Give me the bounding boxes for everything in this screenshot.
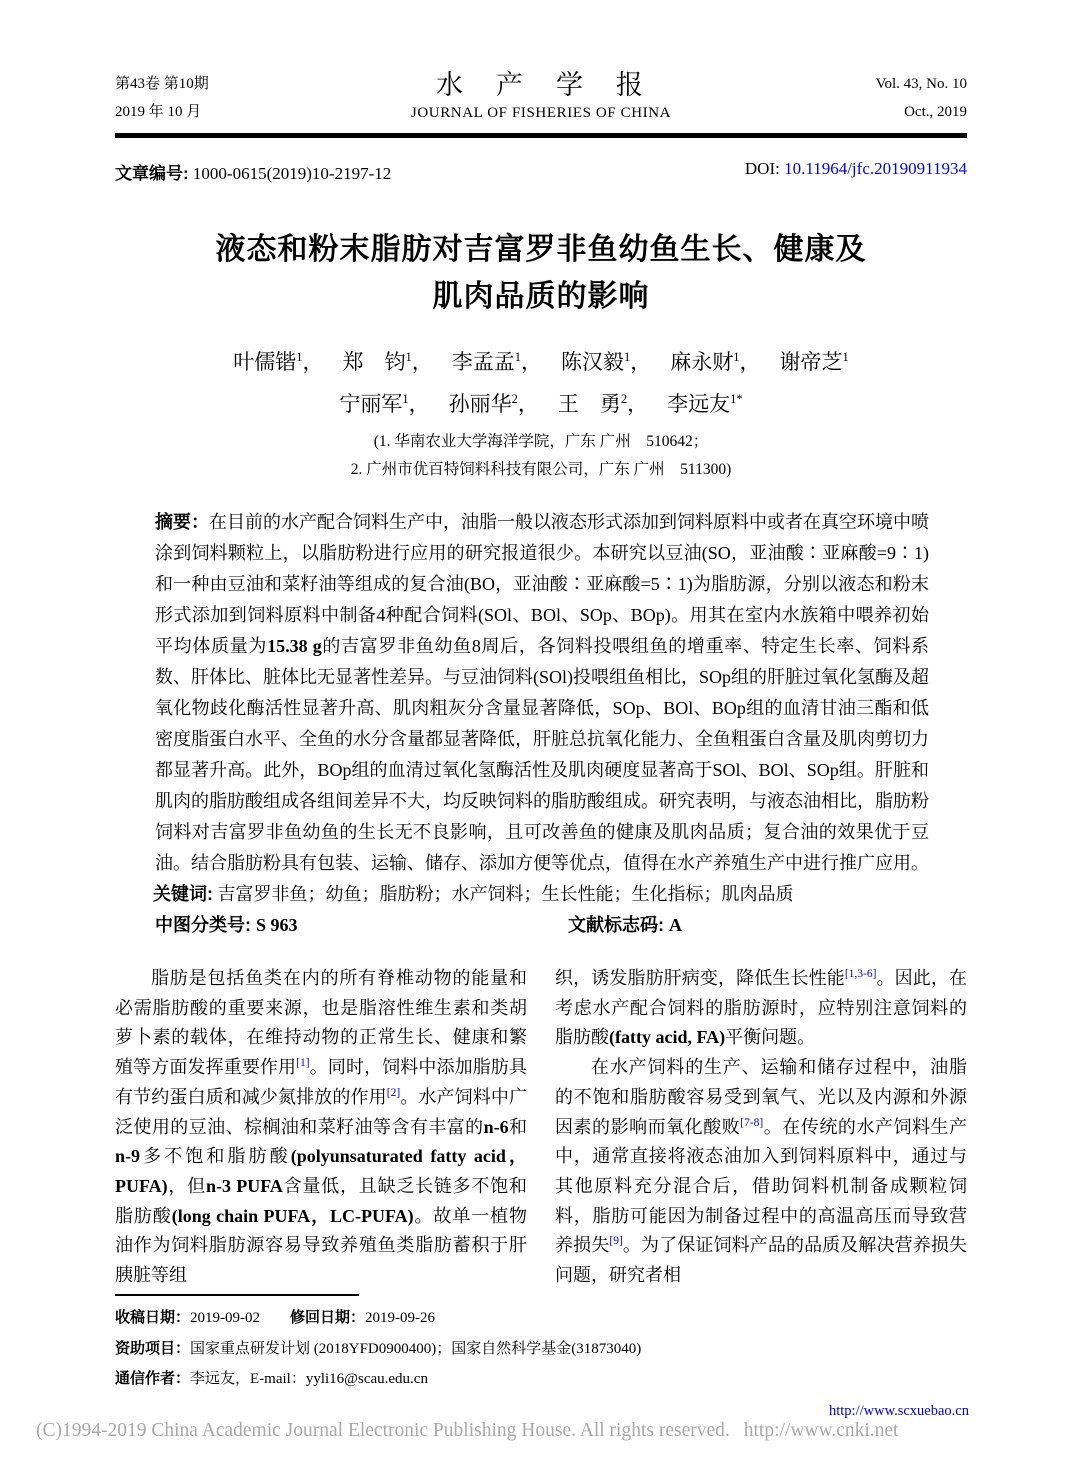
journal-title-en: JOURNAL OF FISHERIES OF CHINA bbox=[410, 105, 672, 121]
header-divider bbox=[115, 133, 967, 138]
text-run: 脂肪是包括鱼类在内的所有脊椎动物的能量和必需脂肪酸的重要来源，也是脂溶性维生素和类胡萝卜素的载体，在维持动物的正常生长、健康和繁殖等方面发挥重要作用 bbox=[115, 968, 527, 1078]
affiliation-line-2: 2. 广州市优百特饲料科技有限公司，广东 广州 511300) bbox=[350, 461, 732, 478]
author-separator: ， bbox=[408, 392, 430, 416]
section-label: 摘要： bbox=[155, 512, 209, 532]
document-code-label: 文献标志码: bbox=[568, 915, 669, 935]
text-run: 织，诱发脂肪肝病变，降低生长性能 bbox=[555, 968, 845, 988]
body-left-column bbox=[115, 964, 527, 1291]
footnote-funding bbox=[115, 1334, 967, 1365]
volume-issue-cn: 第43卷 第10期 bbox=[115, 76, 209, 92]
keywords-line bbox=[153, 879, 929, 910]
cnki-link[interactable]: http://www.cnki.net bbox=[743, 1420, 899, 1441]
affiliations bbox=[115, 428, 967, 484]
author-name: 麻永财 bbox=[670, 350, 734, 374]
page-content bbox=[115, 0, 967, 1395]
latin-term: (long chain PUFA，LC-PUFA) bbox=[171, 1205, 414, 1226]
scxuebao-link[interactable]: http://www.scxuebao.cn bbox=[828, 1403, 969, 1419]
latin-term: n-3 PUFA bbox=[205, 1175, 283, 1196]
author-affiliation-sup: 1 bbox=[842, 350, 849, 364]
clc-number bbox=[155, 910, 568, 941]
author-name: 王 勇 bbox=[557, 392, 621, 416]
doi-link[interactable]: 10.11964/jfc.20190911934 bbox=[784, 159, 967, 178]
body-paragraph bbox=[555, 964, 967, 1053]
author-separator: ， bbox=[627, 392, 649, 416]
author-separator: ， bbox=[517, 392, 539, 416]
citation-ref-link[interactable]: [1] bbox=[296, 1057, 310, 1070]
author-separator: ， bbox=[521, 350, 542, 374]
body-paragraph bbox=[555, 1053, 967, 1291]
received-date-value: 2019-09-02 bbox=[190, 1310, 261, 1326]
author-affiliation-sup: 1 bbox=[405, 350, 412, 364]
authors-line-2 bbox=[115, 381, 967, 423]
author-affiliation-sup: 1 bbox=[296, 350, 303, 364]
corresponding-author-value: 李远友，E-mail：yyli16@scau.edu.cn bbox=[190, 1371, 428, 1387]
author-name: 陈汉毅 bbox=[561, 350, 624, 374]
footnote-dates bbox=[115, 1303, 967, 1334]
document-code bbox=[568, 910, 682, 941]
article-number-label: 文章编号: bbox=[115, 164, 189, 183]
text-run: 。为了保证饲料产品的品质及解决营养损失问题，研究者相 bbox=[555, 1235, 967, 1286]
author-affiliation-sup: 2 bbox=[511, 392, 518, 406]
corresponding-author-label: 通信作者： bbox=[115, 1370, 191, 1387]
header-left bbox=[115, 70, 315, 126]
author-affiliation-sup: 2 bbox=[620, 392, 628, 406]
author-affiliation-sup: 1 bbox=[402, 392, 409, 406]
author-separator: ， bbox=[739, 350, 761, 374]
clc-label: 中图分类号: bbox=[155, 915, 256, 935]
author-affiliation-sup: 1 bbox=[624, 350, 631, 364]
author-separator: ， bbox=[411, 350, 433, 374]
document-code-value: A bbox=[669, 915, 682, 935]
latin-term: (fatty acid, FA) bbox=[609, 1027, 726, 1048]
authors-line-1 bbox=[115, 339, 967, 381]
author-affiliation-sup: 1 bbox=[514, 350, 521, 364]
author-separator: ， bbox=[302, 350, 324, 374]
latin-term: (polyunsaturated fatty acid，PUFA) bbox=[115, 1146, 528, 1196]
header-center bbox=[315, 70, 767, 122]
volume-issue-en: Vol. 43, No. 10 bbox=[875, 76, 967, 92]
citation-ref-link[interactable]: [7-8] bbox=[740, 1116, 764, 1129]
text-run: ，但 bbox=[167, 1175, 206, 1196]
latin-term: 15.38 g bbox=[267, 636, 322, 656]
title-line-2: 肌肉品质的影响 bbox=[432, 280, 650, 313]
citation-ref-link[interactable]: [9] bbox=[609, 1235, 623, 1248]
text-run: 含量低，且缺乏长链多不饱和脂肪酸 bbox=[115, 1175, 527, 1226]
author-name: 李孟孟 bbox=[451, 350, 515, 374]
text-run: 。故单一植物油作为饲料脂肪源容易导致养殖鱼类脂肪蓄积于肝胰脏等组 bbox=[115, 1205, 528, 1286]
copyright-row bbox=[36, 1420, 1046, 1442]
keywords-label: 关键词: bbox=[153, 884, 213, 904]
text-run: 。同时，饲料中添加脂肪具有节约蛋白质和减少氮排放的作用 bbox=[115, 1057, 527, 1107]
received-date-label: 收稿日期： bbox=[115, 1309, 191, 1326]
affiliation-line-1: (1. 华南农业大学海洋学院，广东 广州 510642； bbox=[373, 433, 709, 450]
text-run: 。水产饲料中广泛使用的豆油、棕榈油和菜籽油等含有丰富的 bbox=[115, 1086, 528, 1137]
author-name: 叶儒锴 bbox=[233, 350, 297, 374]
text-run: 。因此，在考虑水产配合饲料的脂肪源时，应特别注意饲料的脂肪酸 bbox=[555, 968, 967, 1048]
latin-term: n-6 bbox=[483, 1116, 509, 1137]
author-separator: ， bbox=[630, 350, 652, 374]
body-paragraph bbox=[115, 964, 527, 1291]
copyright-text: (C)1994-2019 China Academic Journal Electronic Publishing House. All rights reserved. bbox=[36, 1420, 730, 1441]
footnotes bbox=[115, 1303, 967, 1395]
author-affiliation-sup: 1 bbox=[733, 350, 740, 364]
funding-value: 国家重点研发计划 (2018YFD0900400)；国家自然科学基金(31873040) bbox=[190, 1340, 642, 1357]
footnote-divider bbox=[115, 1294, 359, 1296]
text-run: 和 bbox=[508, 1116, 528, 1137]
text-run: 多不饱和脂肪酸 bbox=[140, 1146, 291, 1167]
funding-label: 资助项目： bbox=[115, 1339, 191, 1357]
revised-date-value: 2019-09-26 bbox=[365, 1310, 436, 1326]
author-name: 郑 钧 bbox=[342, 350, 406, 374]
doi-label: DOI: bbox=[744, 159, 785, 178]
publish-date-cn: 2019 年 10 月 bbox=[115, 104, 202, 120]
citation-ref-link[interactable]: [2] bbox=[386, 1086, 401, 1099]
doi bbox=[745, 159, 967, 184]
author-affiliation-sup: 1* bbox=[730, 392, 743, 406]
abstract-paragraph bbox=[155, 507, 929, 879]
authors-block bbox=[115, 339, 967, 423]
text-run: 。在传统的水产饲料生产中，通常直接将液态油加入到饲料原料中，通过与其他原料充分混合后，借助饲料机制备成颗粒饲料，脂肪可能因为制备过程中的高温高压而导致营养损失 bbox=[555, 1116, 967, 1256]
meta-row bbox=[115, 159, 967, 184]
author-name: 谢帝芝 bbox=[779, 350, 843, 374]
author-name: 孙丽华 bbox=[448, 392, 512, 416]
text-run: 平衡问题。 bbox=[725, 1027, 816, 1048]
title-line-1: 液态和粉末脂肪对吉富罗非鱼幼鱼生长、健康及 bbox=[215, 233, 867, 266]
author-name: 李远友 bbox=[667, 392, 731, 416]
journal-title-cn: 水 产 学 报 bbox=[436, 70, 646, 100]
keywords-text: 吉富罗非鱼；幼鱼；脂肪粉；水产饲料；生长性能；生化指标；肌肉品质 bbox=[213, 884, 794, 904]
body-right-column bbox=[555, 964, 967, 1291]
journal-header bbox=[115, 0, 967, 126]
header-right bbox=[767, 70, 967, 126]
publish-date-en: Oct., 2019 bbox=[904, 104, 967, 120]
revised-date-label: 修回日期： bbox=[290, 1309, 366, 1326]
page-title bbox=[115, 226, 967, 320]
citation-ref-link[interactable]: [1,3-6] bbox=[844, 968, 877, 980]
clc-value: S 963 bbox=[256, 915, 298, 935]
classification-row bbox=[155, 910, 929, 941]
text-run: 的吉富罗非鱼幼鱼8周后，各饲料投喂组鱼的增重率、特定生长率、饲料系数、肝体比、脏体比无显著性差异。与豆油饲料(SOl)投喂组鱼相比，SOp组的肝脏过氧化氢酶及超氧化物歧化酶活性显著升高、肌肉粗灰分含量显著降低，SOp、BOl、BOp组的血清甘油三酯和低密度脂蛋白水平、全鱼的水分含量都显著降低，肝脏总抗氧化能力、全鱼粗蛋白含量及肌肉剪切力都显著升高。此外，BOp组的血清过氧化氢酶活性及肌肉硬度显著高于SOl、BOl、SOp组。肝脏和肌肉的脂肪酸组成各组间差异不大，均反映饲料的脂肪酸组成。研究表明，与液态油相比，脂肪粉饲料对吉富罗非鱼幼鱼的生长无不良影响，且可改善鱼的健康及肌肉品质；复合油的效果优于豆油。结合脂肪粉具有包装、运输、储存、添加方便等优点，值得在水产养殖生产中进行推广应用。 bbox=[155, 636, 930, 873]
latin-term: n-9 bbox=[115, 1146, 141, 1167]
body-columns bbox=[115, 964, 967, 1291]
article-number bbox=[115, 159, 391, 184]
text-run: 在目前的水产配合饲料生产中，油脂一般以液态形式添加到饲料原料中或者在真空环境中喷涂到饲料颗粒上，以脂肪粉进行应用的研究报道很少。本研究以豆油(SO，亚油酸∶亚麻酸=9∶1)和一种由豆油和菜籽油等组成的复合油(BO，亚油酸∶亚麻酸=5∶1)为脂肪源，分别以液态和粉末形式添加到饲料原料中制备4种配合饲料(SOl、BOl、SOp、BOp)。用其在室内水族箱中喂养初始平均体质量为 bbox=[155, 512, 929, 656]
text-run: 在水产饲料的生产、运输和储存过程中，油脂的不饱和脂肪酸容易受到氧气、光以及内源和外源因素的影响而氧化酸败 bbox=[555, 1057, 967, 1137]
article-number-value: 1000-0615(2019)10-2197-12 bbox=[188, 164, 392, 183]
footnote-corresponding bbox=[115, 1364, 967, 1395]
author-name: 宁丽军 bbox=[339, 392, 403, 416]
